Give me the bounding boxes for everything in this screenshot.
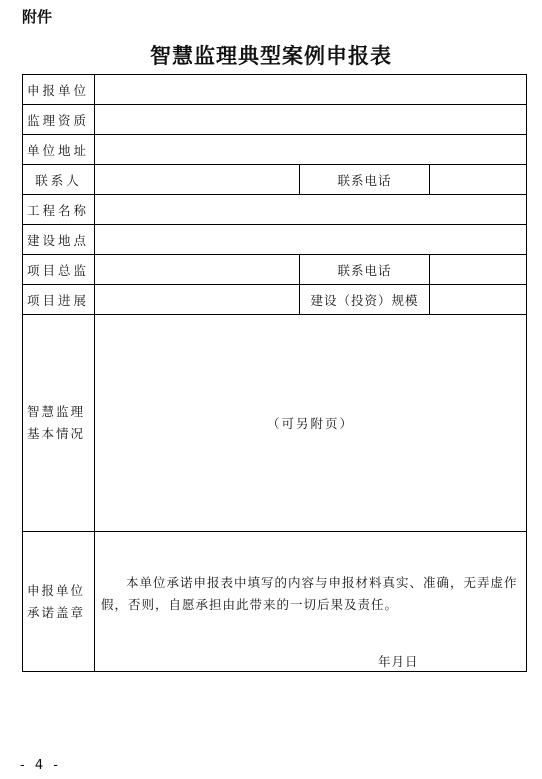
field-contact-person[interactable] <box>95 165 300 195</box>
label-construction-scale: 建设（投资）规模 <box>300 285 430 315</box>
field-commitment[interactable] <box>95 532 527 672</box>
field-construction-scale[interactable] <box>430 285 527 315</box>
row-chief-supervisor <box>23 255 527 285</box>
label-commitment-line1: 申报单位 <box>27 582 86 598</box>
label-contact-phone-2: 联系电话 <box>300 255 430 285</box>
label-chief-supervisor: 项目总监 <box>23 255 95 285</box>
row-project-progress <box>23 285 527 315</box>
field-unit-address[interactable] <box>95 135 527 165</box>
label-qualification: 监理资质 <box>23 105 95 135</box>
label-construction-site: 建设地点 <box>23 225 95 255</box>
label-basic-info-line2: 基本情况 <box>27 426 86 441</box>
attachment-label: 附件 <box>22 8 53 26</box>
label-unit-address: 单位地址 <box>23 135 95 165</box>
row-qualification <box>23 105 527 135</box>
label-contact-person: 联系人 <box>23 165 95 195</box>
label-commitment-line2: 承诺盖章 <box>27 604 86 620</box>
field-project-name[interactable] <box>95 195 527 225</box>
label-contact-phone: 联系电话 <box>300 165 430 195</box>
field-project-progress[interactable] <box>95 285 300 315</box>
row-construction-site <box>23 225 527 255</box>
date-line: 年月日 <box>378 654 419 669</box>
row-contact <box>23 165 527 195</box>
field-contact-phone-2[interactable] <box>430 255 527 285</box>
label-project-progress: 项目进展 <box>23 285 95 315</box>
row-applicant-unit <box>23 75 527 105</box>
field-applicant-unit[interactable] <box>95 75 527 105</box>
page-number: - 4 - <box>20 758 61 773</box>
field-contact-phone[interactable] <box>430 165 527 195</box>
commitment-text: 本单位承诺申报表中填写的内容与申报材料真实、准确，无弄虚作假，否则，自愿承担由此带来的一切后果及责任。 <box>101 575 518 612</box>
label-applicant-unit: 申报单位 <box>23 75 95 105</box>
field-chief-supervisor[interactable] <box>95 255 300 285</box>
label-commitment <box>23 532 95 672</box>
label-basic-info <box>23 315 95 532</box>
row-commitment <box>23 532 527 672</box>
field-basic-info[interactable] <box>95 315 527 532</box>
application-form-table <box>22 74 527 672</box>
label-basic-info-line1: 智慧监理 <box>27 404 86 419</box>
row-project-name <box>23 195 527 225</box>
row-unit-address <box>23 135 527 165</box>
label-project-name: 工程名称 <box>23 195 95 225</box>
row-basic-info <box>23 315 527 532</box>
basic-info-note: （可另附页） <box>266 416 354 431</box>
field-construction-site[interactable] <box>95 225 527 255</box>
field-qualification[interactable] <box>95 105 527 135</box>
page-title: 智慧监理典型案例申报表 <box>150 43 392 68</box>
